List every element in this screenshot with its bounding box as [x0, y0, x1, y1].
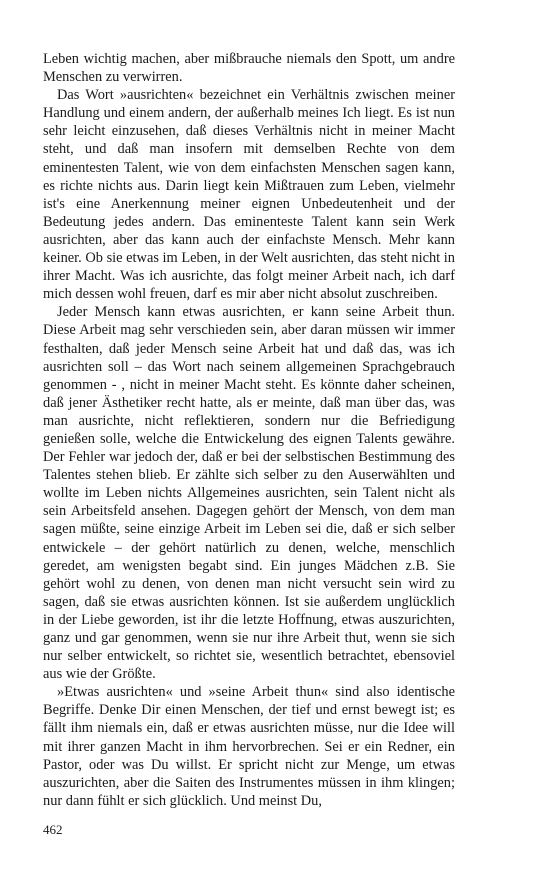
paragraph-continuation: Leben wichtig machen, aber mißbrauche niemals den Spott, um andre Menschen zu verwirren.: [43, 51, 455, 86]
paragraph-identische-begriffe: »Etwas ausrichten« und »seine Arbeit thun« sind also identische Begriffe. Denke Dir einen Menschen, der tief und ernst bewegt ist; es fällt ihm niemals ein, daß er etwas ausrichten müsse, nur die Idee will mit ihrer ganzen Macht in ihm hervorbrechen. Sei er ein Redner, ein Pastor, oder was Du willst. Er spricht nicht zur Menge, um etwas auszurichten, aber die Saiten des Instrumentes müssen in ihm klingen; nur dann fühlt er sich glücklich. Und meinst Du,: [43, 684, 455, 809]
body-text: [43, 50, 455, 810]
page-number: 462: [43, 822, 63, 837]
paragraph-jeder-mensch: Jeder Mensch kann etwas ausrichten, er kann seine Arbeit thun. Diese Arbeit mag sehr verschieden sein, aber daran müssen wir immer festhalten, daß jeder Mensch seine Arbeit hat und daß das, was ich ausrichten soll – das Wort nach seinem allgemeinen Sprachgebrauch genommen - , nicht in meiner Macht steht. Es könnte daher scheinen, daß jener Ästhetiker recht hatte, als er meinte, daß man über das, was man ausrichte, nicht reflektieren, sondern nur die Befriedigung genießen solle, welche die Entwickelung des eignen Talents gewähre. Der Fehler war jedoch der, daß er bei der selbstischen Bestimmung des Talentes stehen blieb. Er zählte sich selber zu den Auserwählten und wollte im Leben nichts Allgemeines ausrichten, sein Talent nicht als sein Arbeitsfeld ansehen. Dagegen gehört der Mensch, von dem man sagen müßte, seine einzige Arbeit im Leben sei die, daß er sich selber entwickele – der gehört natürlich zu denen, welche, menschlich geredet, am wenigsten begabt sind. Ein junges Mädchen z.B. Sie gehört wohl zu denen, von denen man nicht versucht sein wird zu sagen, daß sie etwas ausrichten können. Ist sie außerdem unglücklich in der Liebe geworden, ist ihr die letzte Hoffnung, etwas auszurichten, ganz und gar genommen, wenn sie nur ihre Arbeit thut, wenn sie sich nur selber entwickelt, so richtet sie, wesentlich betrachtet, ebensoviel aus wie der Größte.: [43, 304, 455, 683]
paragraph-ausrichten-definition: Das Wort »ausrichten« bezeichnet ein Verhältnis zwischen meiner Handlung und einem andern, der außerhalb meines Ich liegt. Es ist nun sehr leicht einzusehen, daß dieses Verhältnis nicht in meiner Macht steht, und daß man insofern mit demselben Rechte von dem eminentesten Talent, wie von dem einfachsten Menschen sagen kann, es richte nichts aus. Darin liegt kein Mißtrauen zum Leben, vielmehr ist's eine Anerkennung meiner eignen Unbedeutenheit und der Bedeutung jedes andern. Das eminenteste Talent kann sein Werk ausrichten, aber das kann auch der einfachste Mensch. Mehr kann keiner. Ob sie etwas im Leben, in der Welt ausrichten, das steht nicht in ihrer Macht. Was ich ausrichte, das folgt meiner Arbeit nach, ich darf mich dessen wohl freuen, darf es mir aber nicht absolut zuschreiben.: [43, 87, 455, 303]
